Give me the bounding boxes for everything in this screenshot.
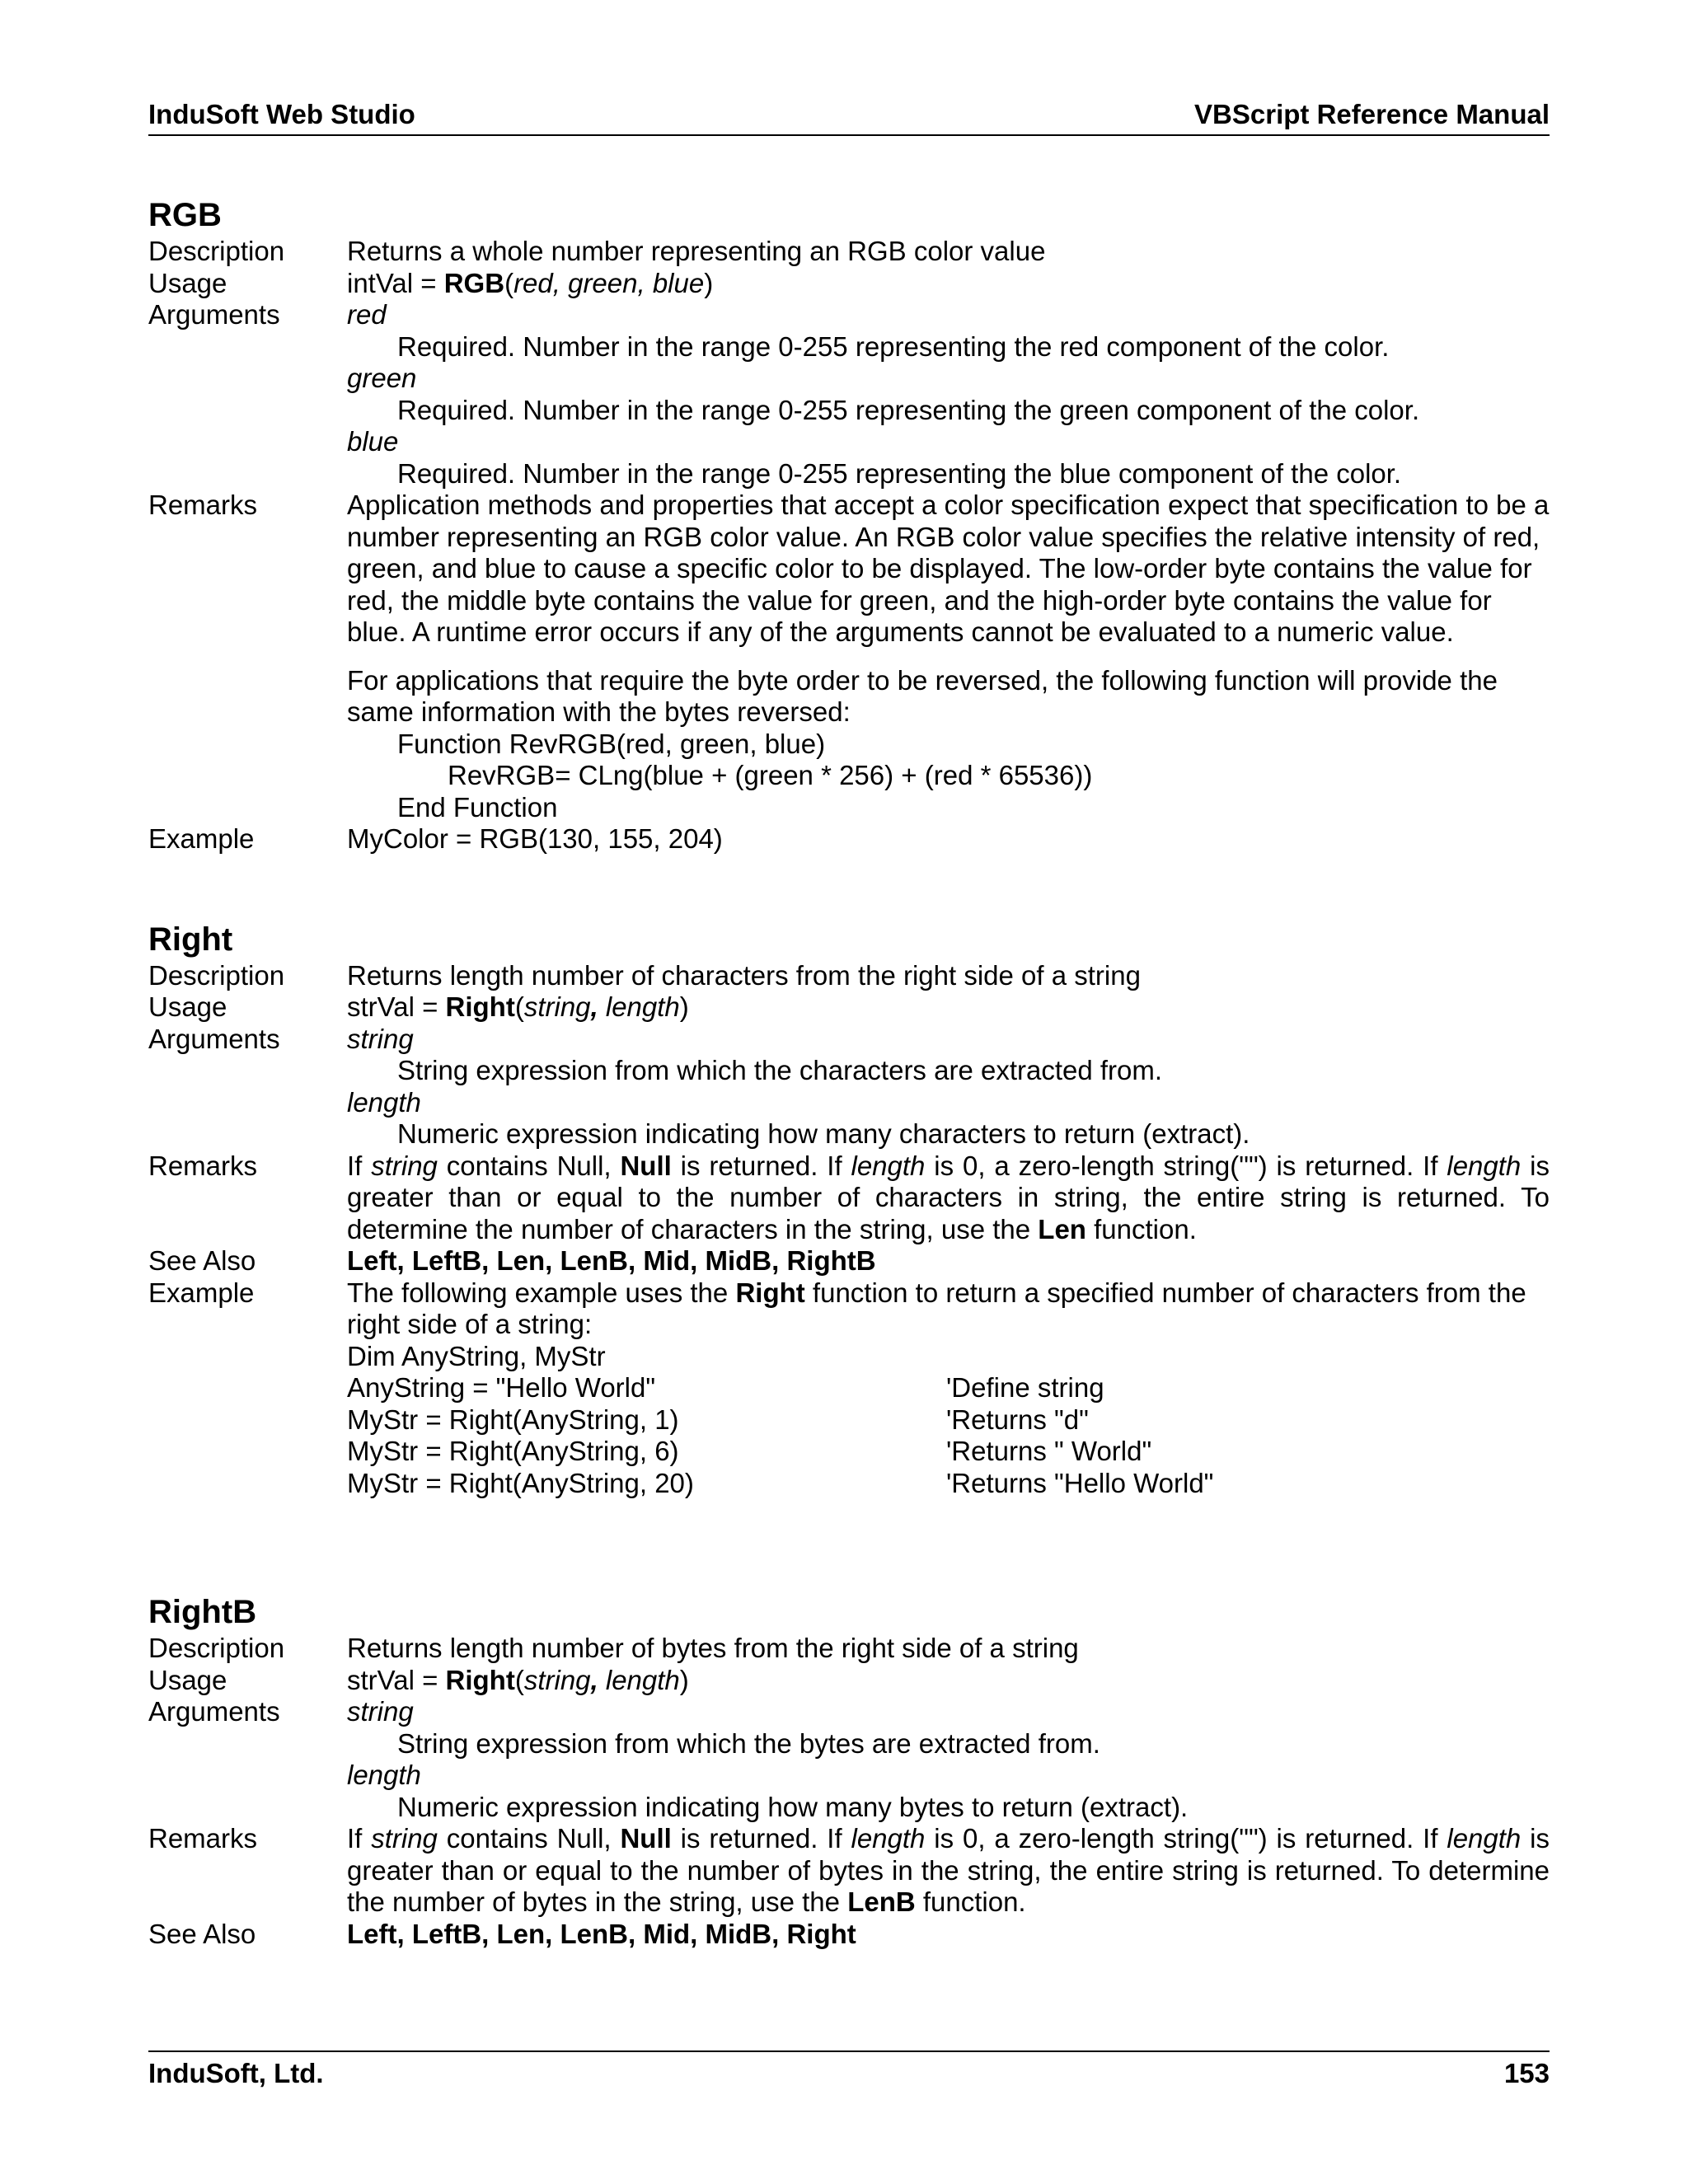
- usage-text: strVal = Right(string, length): [347, 1664, 689, 1695]
- usage-label: Usage: [148, 991, 227, 1022]
- usage-row: [148, 268, 1550, 300]
- argument-description: Required. Number in the range 0-255 representing the blue component of the color.: [397, 457, 1402, 489]
- header-manual-title: VBScript Reference Manual: [1194, 99, 1550, 129]
- remarks-label: Remarks: [148, 1823, 258, 1854]
- description-label: Description: [148, 236, 285, 266]
- arguments-list: [347, 299, 1550, 490]
- arguments-label: Arguments: [148, 1023, 280, 1054]
- argument-name: length: [347, 1086, 421, 1118]
- description-text: Returns a whole number representing an RGB color value: [347, 236, 1046, 266]
- arguments-row: [148, 299, 1550, 490]
- argument-description: Numeric expression indicating how many characters to return (extract).: [397, 1118, 1250, 1149]
- description-label: Description: [148, 1633, 285, 1663]
- remarks-text: If string contains Null, Null is returned. If length is 0, a zero-length string("") is returned. If length is greater than or equal to the number of bytes in the string, the entire string is returned. To determine the number of bytes in the string, use the LenB function.: [347, 1823, 1550, 1917]
- code-line: AnyString = "Hello World" 'Define string: [347, 1372, 1104, 1403]
- example-row: [148, 1277, 1550, 1500]
- remarks-text: If string contains Null, Null is returned. If length is 0, a zero-length string("") is returned. If length is greater than or equal to the number of characters in string, the entire string is returned. To determine the number of characters in the string, use the Len function.: [347, 1150, 1550, 1244]
- argument-name: red: [347, 299, 387, 330]
- code-line: Function RevRGB(red, green, blue): [397, 728, 826, 759]
- code-line: RevRGB= CLng(blue + (green * 256) + (red * 65536)): [448, 760, 1093, 790]
- section-title: RGB: [148, 197, 222, 233]
- example-row: [148, 823, 1550, 855]
- example-label: Example: [148, 1277, 255, 1308]
- argument-name: blue: [347, 426, 399, 457]
- section-rgb: [148, 194, 1550, 855]
- code-line: MyStr = Right(AnyString, 1) 'Returns "d": [347, 1404, 1089, 1435]
- description-text: Returns length number of characters from the right side of a string: [347, 959, 1141, 991]
- argument-name: length: [347, 1760, 421, 1790]
- arguments-row: [148, 1696, 1550, 1823]
- section-right: [148, 919, 1550, 1500]
- argument-name: green: [347, 363, 417, 393]
- description-text: Returns length number of bytes from the right side of a string: [347, 1633, 1079, 1663]
- code-line: MyStr = Right(AnyString, 20) 'Returns "Hello World": [347, 1467, 1214, 1498]
- remarks-label: Remarks: [148, 1150, 258, 1181]
- see-also-row: [148, 1245, 1550, 1277]
- section-rightb: [148, 1591, 1550, 1950]
- page-number: 153: [1503, 2058, 1550, 2088]
- code-line: End Function: [397, 791, 558, 823]
- section-title: RightB: [148, 1594, 257, 1630]
- section-title: Right: [148, 921, 233, 958]
- usage-text: strVal = Right(string, length): [347, 991, 689, 1022]
- arguments-list: [347, 1024, 1550, 1151]
- argument-description: Numeric expression indicating how many bytes to return (extract).: [397, 1791, 1189, 1822]
- example-code: MyColor = RGB(130, 155, 204): [347, 823, 723, 854]
- example-intro: The following example uses the Right function to return a specified number of characters from the right side of a string:: [347, 1277, 1526, 1339]
- see-also-links: Left, LeftB, Len, LenB, Mid, MidB, RightB: [347, 1245, 876, 1276]
- example-label: Example: [148, 823, 255, 854]
- description-row: [148, 236, 1550, 268]
- page-header: [148, 95, 1550, 136]
- header-product-name: InduSoft Web Studio: [148, 99, 415, 129]
- see-also-row: [148, 1919, 1550, 1951]
- arguments-label: Arguments: [148, 299, 280, 330]
- see-also-label: See Also: [148, 1245, 256, 1276]
- arguments-label: Arguments: [148, 1696, 280, 1727]
- example-block: [347, 1277, 1550, 1500]
- argument-name: string: [347, 1696, 414, 1727]
- description-row: [148, 960, 1550, 992]
- see-also-label: See Also: [148, 1918, 256, 1949]
- description-row: [148, 1633, 1550, 1665]
- argument-description: String expression from which the bytes are extracted from.: [397, 1727, 1100, 1759]
- see-also-links: Left, LeftB, Len, LenB, Mid, MidB, Right: [347, 1918, 856, 1949]
- argument-description: Required. Number in the range 0-255 representing the green component of the color.: [397, 394, 1420, 425]
- argument-description: String expression from which the characters are extracted from.: [397, 1055, 1163, 1085]
- argument-name: string: [347, 1023, 414, 1054]
- remarks-row: [148, 1151, 1550, 1246]
- code-line: MyStr = Right(AnyString, 6) 'Returns " World": [347, 1436, 1152, 1466]
- arguments-row: [148, 1024, 1550, 1151]
- usage-label: Usage: [148, 1664, 227, 1695]
- page-footer: [148, 2050, 1550, 2090]
- remarks-row: [148, 490, 1550, 823]
- page-content: [148, 194, 1550, 1950]
- remarks-label: Remarks: [148, 490, 258, 520]
- usage-row: [148, 991, 1550, 1024]
- remarks-text: Application methods and properties that accept a color specification expect that specification to be a number representing an RGB color value. An RGB color value specifies the relative intensity of red, green, and blue to cause a specific color to be displayed. The low-order byte contains the value for red, the middle byte contains the value for green, and the high-order byte contains the value for blue. A runtime error occurs if any of the arguments cannot be evaluated to a numeric value. For applications that require the byte order to be reversed, the following function will provide the same information with the bytes reversed: Function RevRGB(red, green, blue) RevRGB= CLng(blue + (green * 256) + (red * 65536)) End Function: [347, 490, 1550, 823]
- usage-label: Usage: [148, 267, 227, 298]
- argument-description: Required. Number in the range 0-255 representing the red component of the color.: [397, 330, 1390, 362]
- usage-row: [148, 1665, 1550, 1697]
- arguments-list: [347, 1696, 1550, 1823]
- remarks-row: [148, 1823, 1550, 1919]
- usage-text: intVal = RGB(red, green, blue): [347, 267, 714, 298]
- footer-company: InduSoft, Ltd.: [148, 2058, 324, 2088]
- description-label: Description: [148, 959, 285, 991]
- code-line: Dim AnyString, MyStr: [347, 1340, 606, 1371]
